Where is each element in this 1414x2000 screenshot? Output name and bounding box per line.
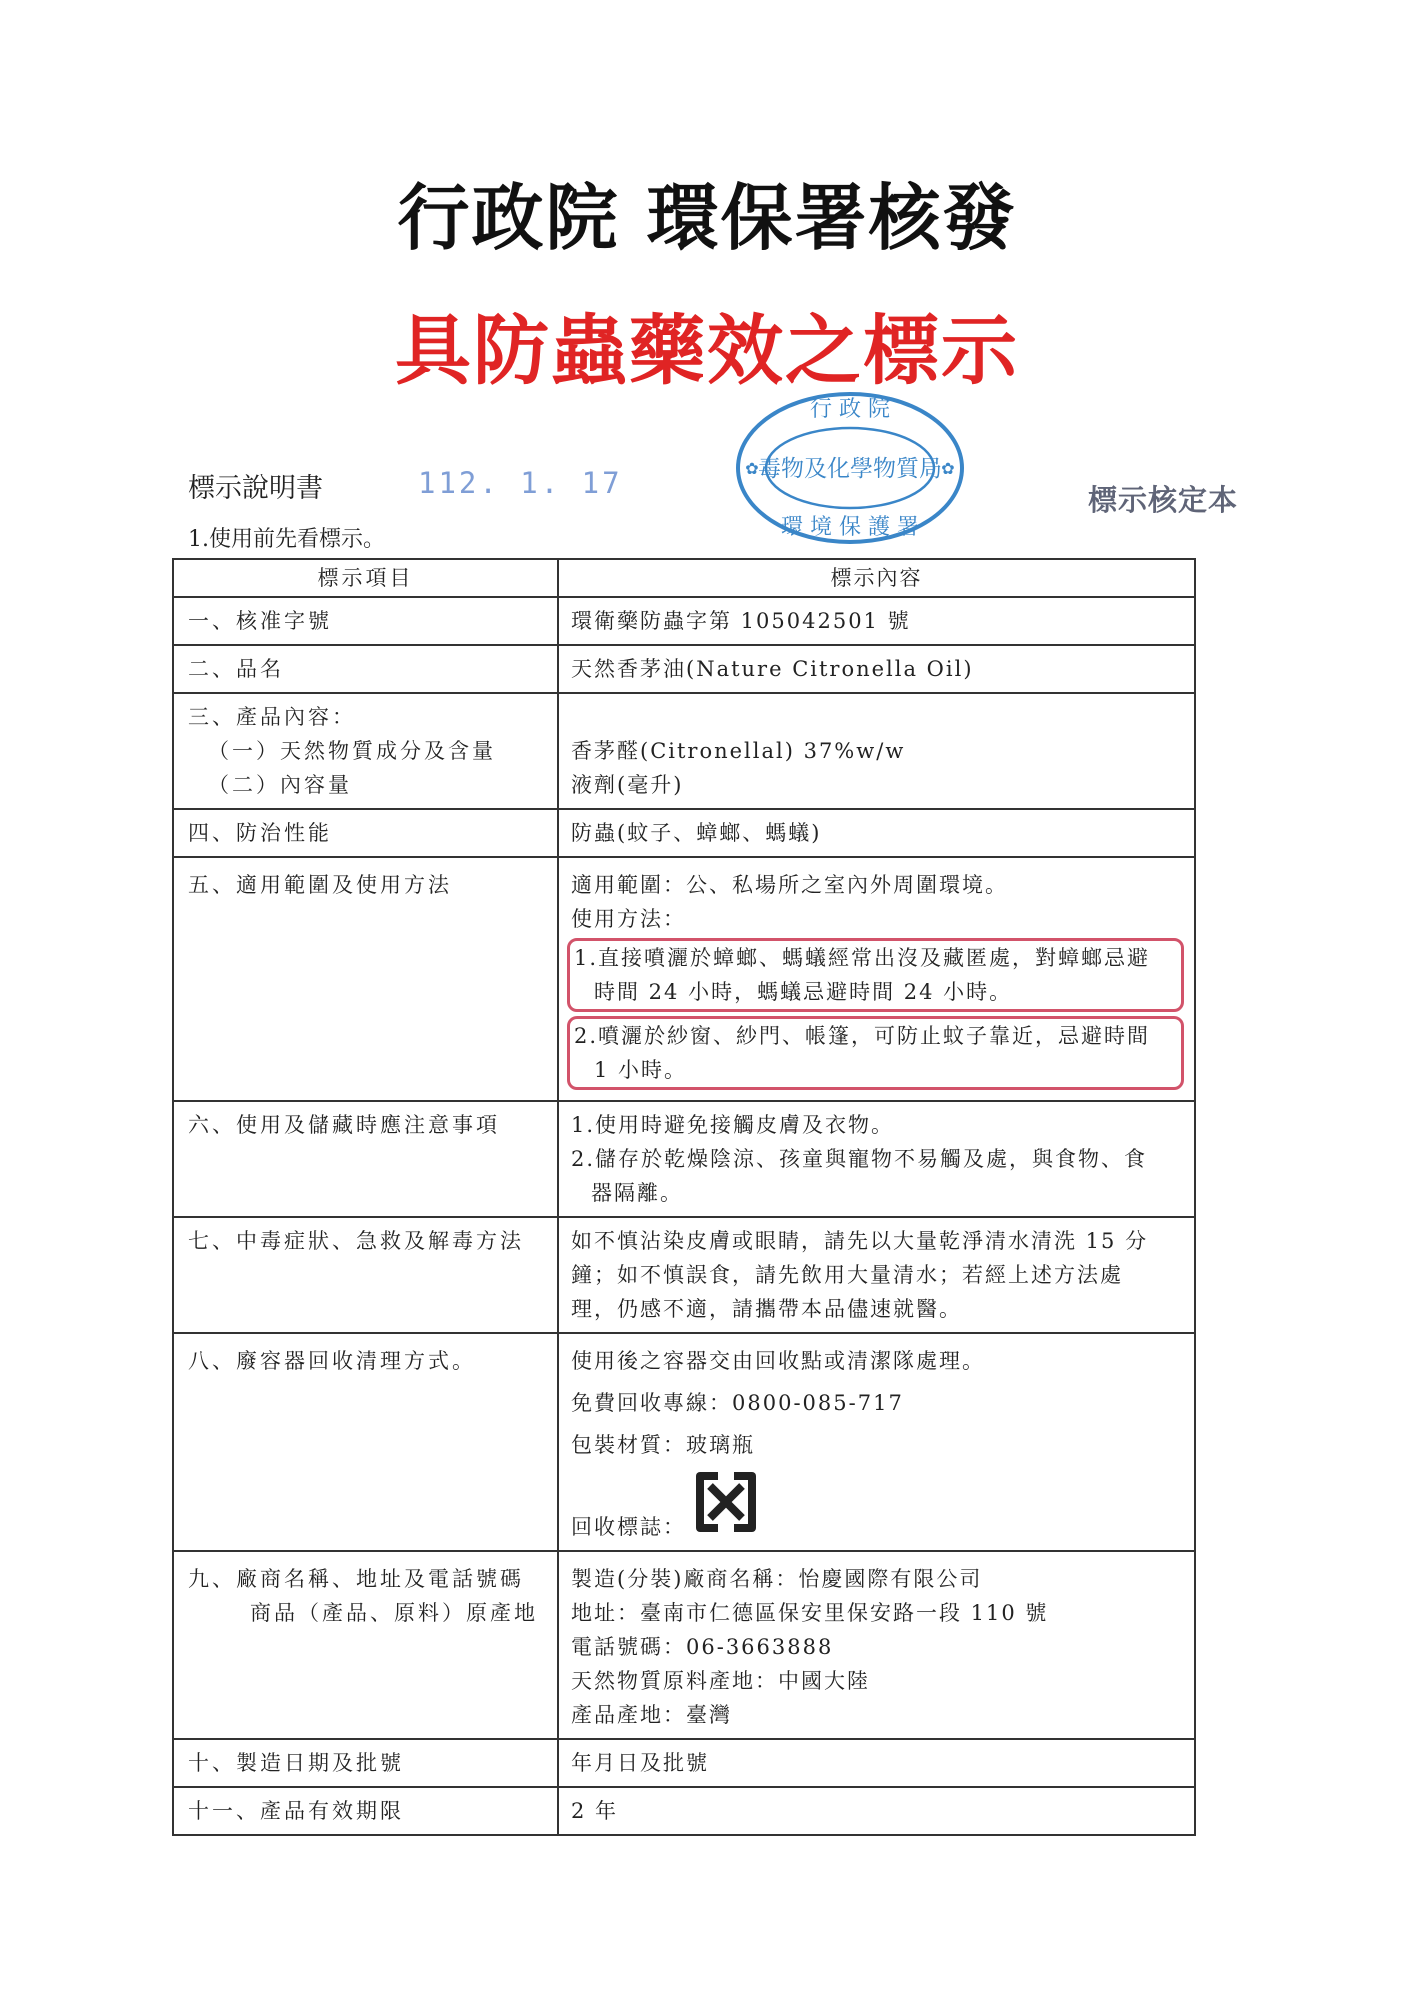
row-content: 器隔離。 [591, 1181, 683, 1205]
table-row [172, 1552, 1196, 1740]
product-origin: 產品產地：臺灣 [571, 1703, 732, 1727]
table-row [172, 1788, 1196, 1836]
official-seal-stamp [730, 388, 970, 548]
table-row [172, 858, 1196, 1102]
table-row [172, 1218, 1196, 1334]
table-row [172, 598, 1196, 646]
scope-text: 適用範圍：公、私場所之室內外周圍環境。 [571, 873, 1008, 897]
row-item: 十一、產品有效期限 [174, 1788, 559, 1834]
column-header-item: 標示項目 [174, 560, 559, 596]
row-content-group [559, 1218, 1194, 1332]
seal-flower-icon-right: ✿ [941, 459, 955, 478]
label-table [172, 558, 1196, 1836]
packaging-material: 包裝材質：玻璃瓶 [571, 1433, 755, 1457]
seal-top-text: 行 政 院 [810, 397, 890, 422]
row-item: 五、適用範圍及使用方法 [174, 858, 559, 1100]
recycle-hotline: 免費回收專線：0800-085-717 [571, 1391, 904, 1415]
row-content-group [559, 694, 1194, 808]
row-content: 天然香茅油(Nature Citronella Oil) [571, 657, 974, 681]
recycle-mark-row [571, 1466, 1184, 1544]
table-row [172, 810, 1196, 858]
recycle-logo-icon [690, 1466, 762, 1538]
issuer-title: 行政院 環保署核發 [397, 176, 1017, 260]
seal-middle-text: 毒物及化學物質局 [758, 456, 942, 482]
row-content: 2 年 [571, 1799, 619, 1823]
manufacturer-name: 製造(分裝)廠商名稱：怡慶國際有限公司 [571, 1567, 983, 1591]
table-row [172, 1334, 1196, 1552]
row-content: 香茅醛(Citronellal) 37%w/w [571, 739, 906, 763]
row-content: 年月日及批號 [571, 1751, 709, 1775]
approved-stamp: 標示核定本 [1088, 483, 1239, 517]
table-row [172, 646, 1196, 694]
row-item-group [174, 1552, 559, 1738]
row-content: 液劑(毫升) [571, 773, 684, 797]
row-item: 二、品名 [174, 646, 559, 692]
row-content: 環衛藥防蟲字第 105042501 號 [571, 609, 911, 633]
row-item: 四、防治性能 [174, 810, 559, 856]
row-item-group [174, 694, 559, 808]
row-content: 防蟲(蚊子、蟑螂、螞蟻) [571, 821, 822, 845]
table-row [172, 1740, 1196, 1788]
row-content-group [559, 858, 1194, 1100]
doc-label: 標示說明書 [188, 473, 323, 504]
seal-flower-icon-left: ✿ [745, 459, 759, 478]
row-item: 一、核准字號 [174, 598, 559, 644]
row-item: 十、製造日期及批號 [174, 1740, 559, 1786]
manufacturer-phone: 電話號碼：06-3663888 [571, 1635, 834, 1659]
row-content: 鐘；如不慎誤食，請先飲用大量清水；若經上述方法處 [571, 1263, 1123, 1287]
row-item: 九、廠商名稱、地址及電話號碼 [188, 1567, 524, 1591]
date-stamp: 112. 1. 17 [418, 466, 623, 500]
seal-bottom-text: 環 境 保 護 署 [781, 515, 919, 540]
row-item: 七、中毒症狀、急救及解毒方法 [174, 1218, 559, 1332]
method-text: 1 小時。 [594, 1058, 688, 1082]
row-item: 商品（產品、原料）原產地 [250, 1601, 538, 1625]
recycle-label: 回收標誌： [571, 1515, 686, 1539]
method-text: 2.噴灑於紗窗、紗門、帳篷，可防止蚊子靠近，忌避時間 [574, 1024, 1151, 1048]
highlighted-method-1 [567, 938, 1184, 1012]
row-sub-item: （一）天然物質成分及含量 [208, 739, 496, 763]
table-row [172, 694, 1196, 810]
highlighted-method-2 [567, 1016, 1184, 1090]
manufacturer-address: 地址：臺南市仁德區保安里保安路一段 110 號 [571, 1601, 1049, 1625]
row-content: 如不慎沾染皮膚或眼睛，請先以大量乾淨清水清洗 15 分 [571, 1229, 1149, 1253]
table-header-row [172, 558, 1196, 598]
row-content: 2.儲存於乾燥陰涼、孩童與寵物不易觸及處，與食物、食 [571, 1147, 1148, 1171]
method-text: 時間 24 小時，螞蟻忌避時間 24 小時。 [594, 980, 1013, 1004]
method-label: 使用方法： [571, 907, 686, 931]
method-text: 1.直接噴灑於蟑螂、螞蟻經常出沒及藏匿處，對蟑螂忌避 [574, 946, 1151, 970]
row-content: 理，仍感不適，請攜帶本品儘速就醫。 [571, 1297, 962, 1321]
row-item: 六、使用及儲藏時應注意事項 [174, 1102, 559, 1216]
row-content-group [559, 1552, 1194, 1738]
main-title: 具防蟲藥效之標示 [395, 306, 1019, 395]
column-header-content: 標示內容 [830, 566, 923, 590]
row-item: 三、產品內容： [188, 705, 356, 729]
row-sub-item: （二）內容量 [208, 773, 352, 797]
raw-material-origin: 天然物質原料產地：中國大陸 [571, 1669, 870, 1693]
row-content-group [559, 1334, 1194, 1550]
row-content: 1.使用時避免接觸皮膚及衣物。 [571, 1113, 895, 1137]
row-content: 使用後之容器交由回收點或清潔隊處理。 [571, 1349, 985, 1373]
row-content-group [559, 1102, 1194, 1216]
row-item: 八、廢容器回收清理方式。 [174, 1334, 559, 1550]
table-row [172, 1102, 1196, 1218]
read-label-note: 1.使用前先看標示。 [188, 527, 385, 552]
